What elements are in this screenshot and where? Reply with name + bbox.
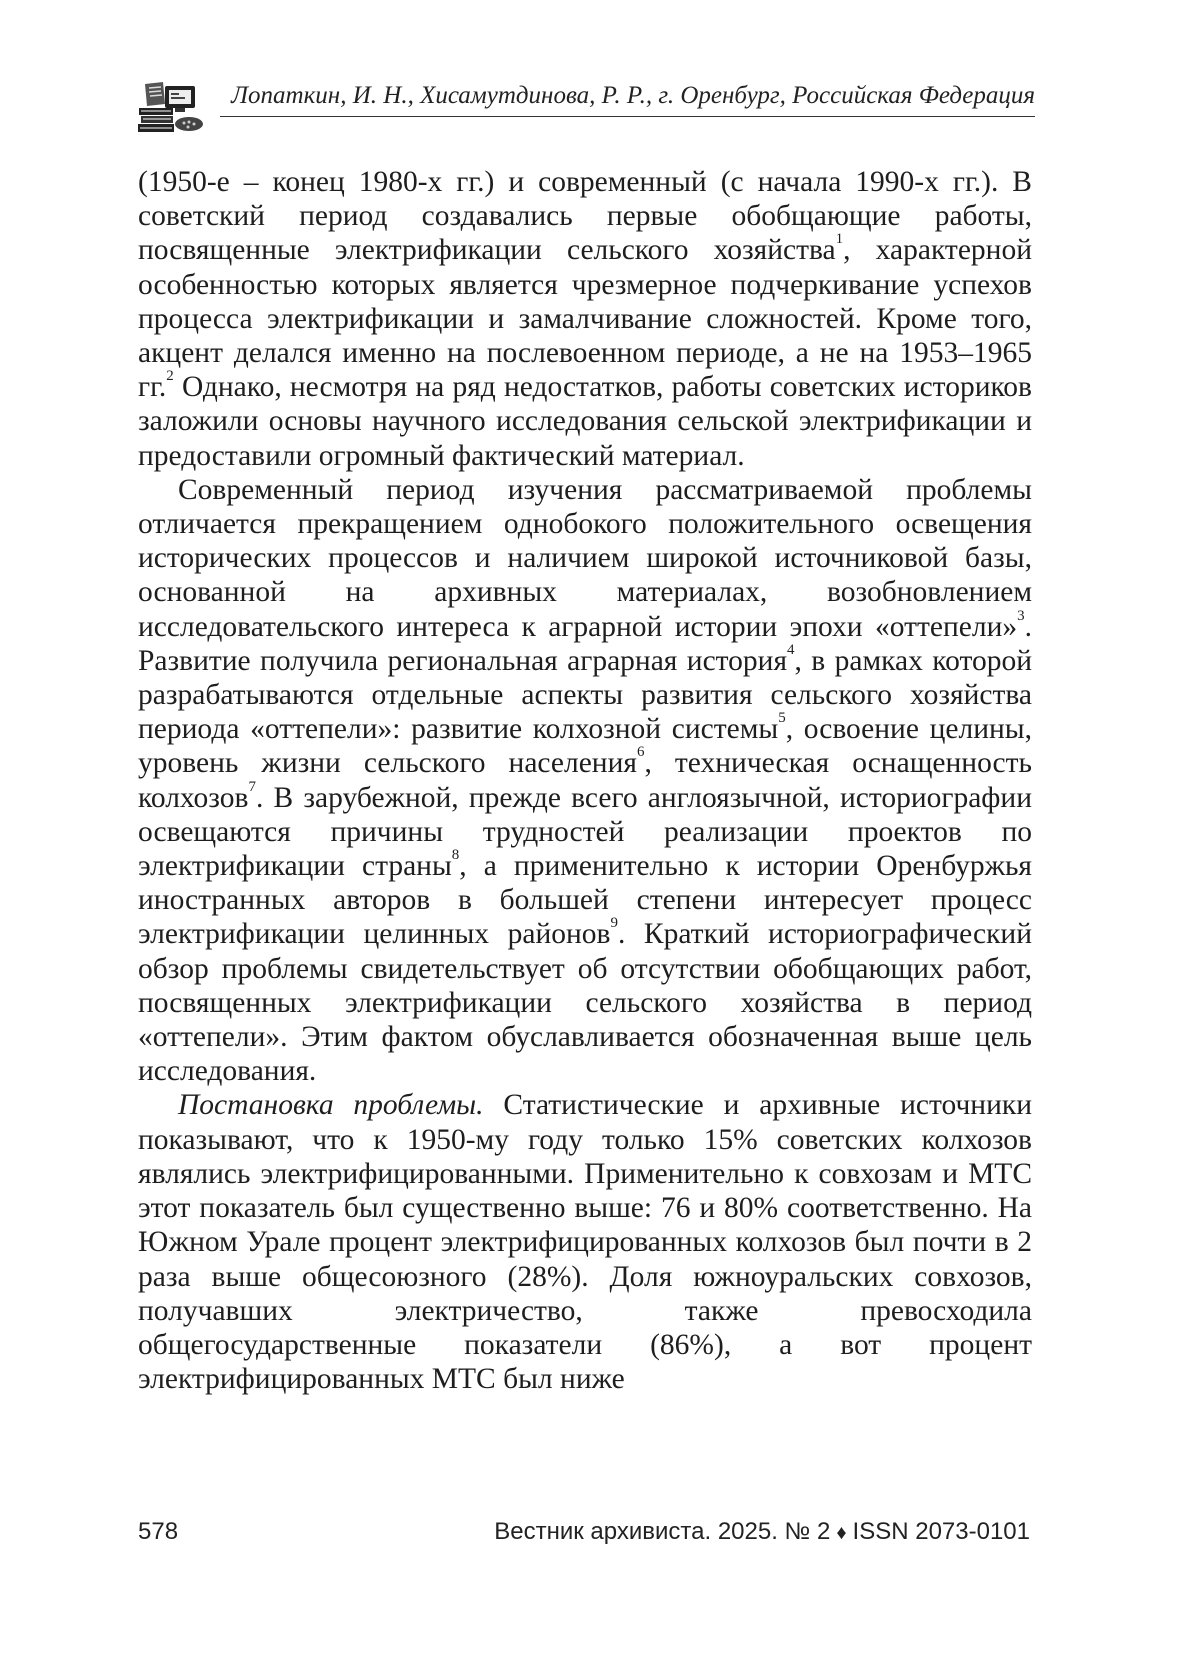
text-run: . Краткий историографический обзор проблемы свидетельствует об отсутствии обобщающих работ, посвященных электрификации сельского хозяйства в период «оттепели». Этим фактом обуславливается обозначенная выше цель исследования. (138, 918, 1032, 1088)
journal-citation (494, 1518, 1030, 1546)
footnote-ref[interactable]: 8 (451, 847, 460, 864)
text-run: Современный период изучения рассматриваемой проблемы отличается прекращением однобокого положительного освещения исторических процессов и наличием широкой источниковой базы, основанной на архивных материалах, возобновлением исследовательского интереса к аграрной истории эпохи «оттепели» (138, 473, 1032, 643)
text-run: , освоение целины, уровень жизни сельского населения (138, 713, 1032, 780)
footnote-ref[interactable]: 5 (778, 710, 786, 727)
footnote-ref[interactable]: 9 (610, 915, 618, 932)
footnote-ref[interactable]: 4 (787, 641, 795, 658)
header-rule (220, 116, 1035, 117)
text-run: , а применительно к истории Оренбуржья иностранных авторов в большей степени интересует процесс электрификации целинных районов (138, 850, 1033, 951)
books-computer-logo-icon (135, 78, 207, 136)
footnote-ref[interactable]: 3 (1017, 607, 1025, 624)
footnote-ref[interactable]: 2 (166, 368, 174, 385)
article-body (138, 165, 1032, 1396)
footnote-ref[interactable]: 1 (835, 231, 844, 248)
paragraph (138, 473, 1032, 1089)
issn: ISSN 2073-0101 (852, 1518, 1030, 1545)
text-run: , техническая оснащенность колхозов (138, 747, 1032, 814)
text-run: Статистические и архивные источники показывают, что к 1950-му году только 15% советских колхозов являлись электрифицированными. Применительно к совхозам и МТС этот показатель был существенно выше: 76 и 80% соответственно. На Южном Урале процент электрифицированных колхозов был почти в 2 раза выше общесоюзного (28%). Доля южноуральских совхозов, получавших электричество, также превосходила общегосударственные показатели (86%), а вот процент электрифицированных МТС был ниже (138, 1089, 1032, 1396)
text-run: , характерной особенностью которых является чрезмерное подчеркивание успехов процесса электрификации и замалчивание сложностей. Кроме того, акцент делался именно на послевоенном периоде, а не на 1953–1965 гг. (138, 234, 1032, 404)
text-run: (1950-е – конец 1980-х гг.) и современный (с начала 1990-х гг.). В советский период создавались первые обобщающие работы, посвященные электрификации сельского хозяйства (138, 166, 1032, 267)
text-run: . В зарубежной, прежде всего англоязычной, историографии освещаются причины трудностей реализации проектов по электрификации страны (138, 781, 1032, 883)
journal-name: Вестник архивиста. 2025. № 2 (494, 1518, 831, 1545)
section-lead-in: Постановка проблемы. (178, 1089, 484, 1122)
running-header-title: Лопаткин, И. Н., Хисамутдинова, Р. Р., г. Оренбург, Российская Федерация (231, 82, 1035, 109)
footnote-ref[interactable]: 7 (248, 778, 256, 795)
footnote-ref[interactable]: 6 (636, 744, 645, 761)
running-header (135, 78, 1035, 138)
diamond-separator-icon: ♦ (836, 1522, 847, 1544)
paragraph (138, 1088, 1032, 1396)
text-run: . Развитие получила региональная аграрная история (138, 610, 1032, 677)
text-run: , в рамках которой разрабатываются отдельные аспекты развития сельского хозяйства периода «оттепели»: развитие колхозной системы (138, 644, 1033, 746)
paragraph (138, 165, 1032, 473)
text-run: Однако, несмотря на ряд недостатков, работы советских историков заложили основы научного исследования сельской электрификации и предоставили огромный фактический материал. (138, 371, 1032, 472)
page-number: 578 (138, 1518, 179, 1545)
